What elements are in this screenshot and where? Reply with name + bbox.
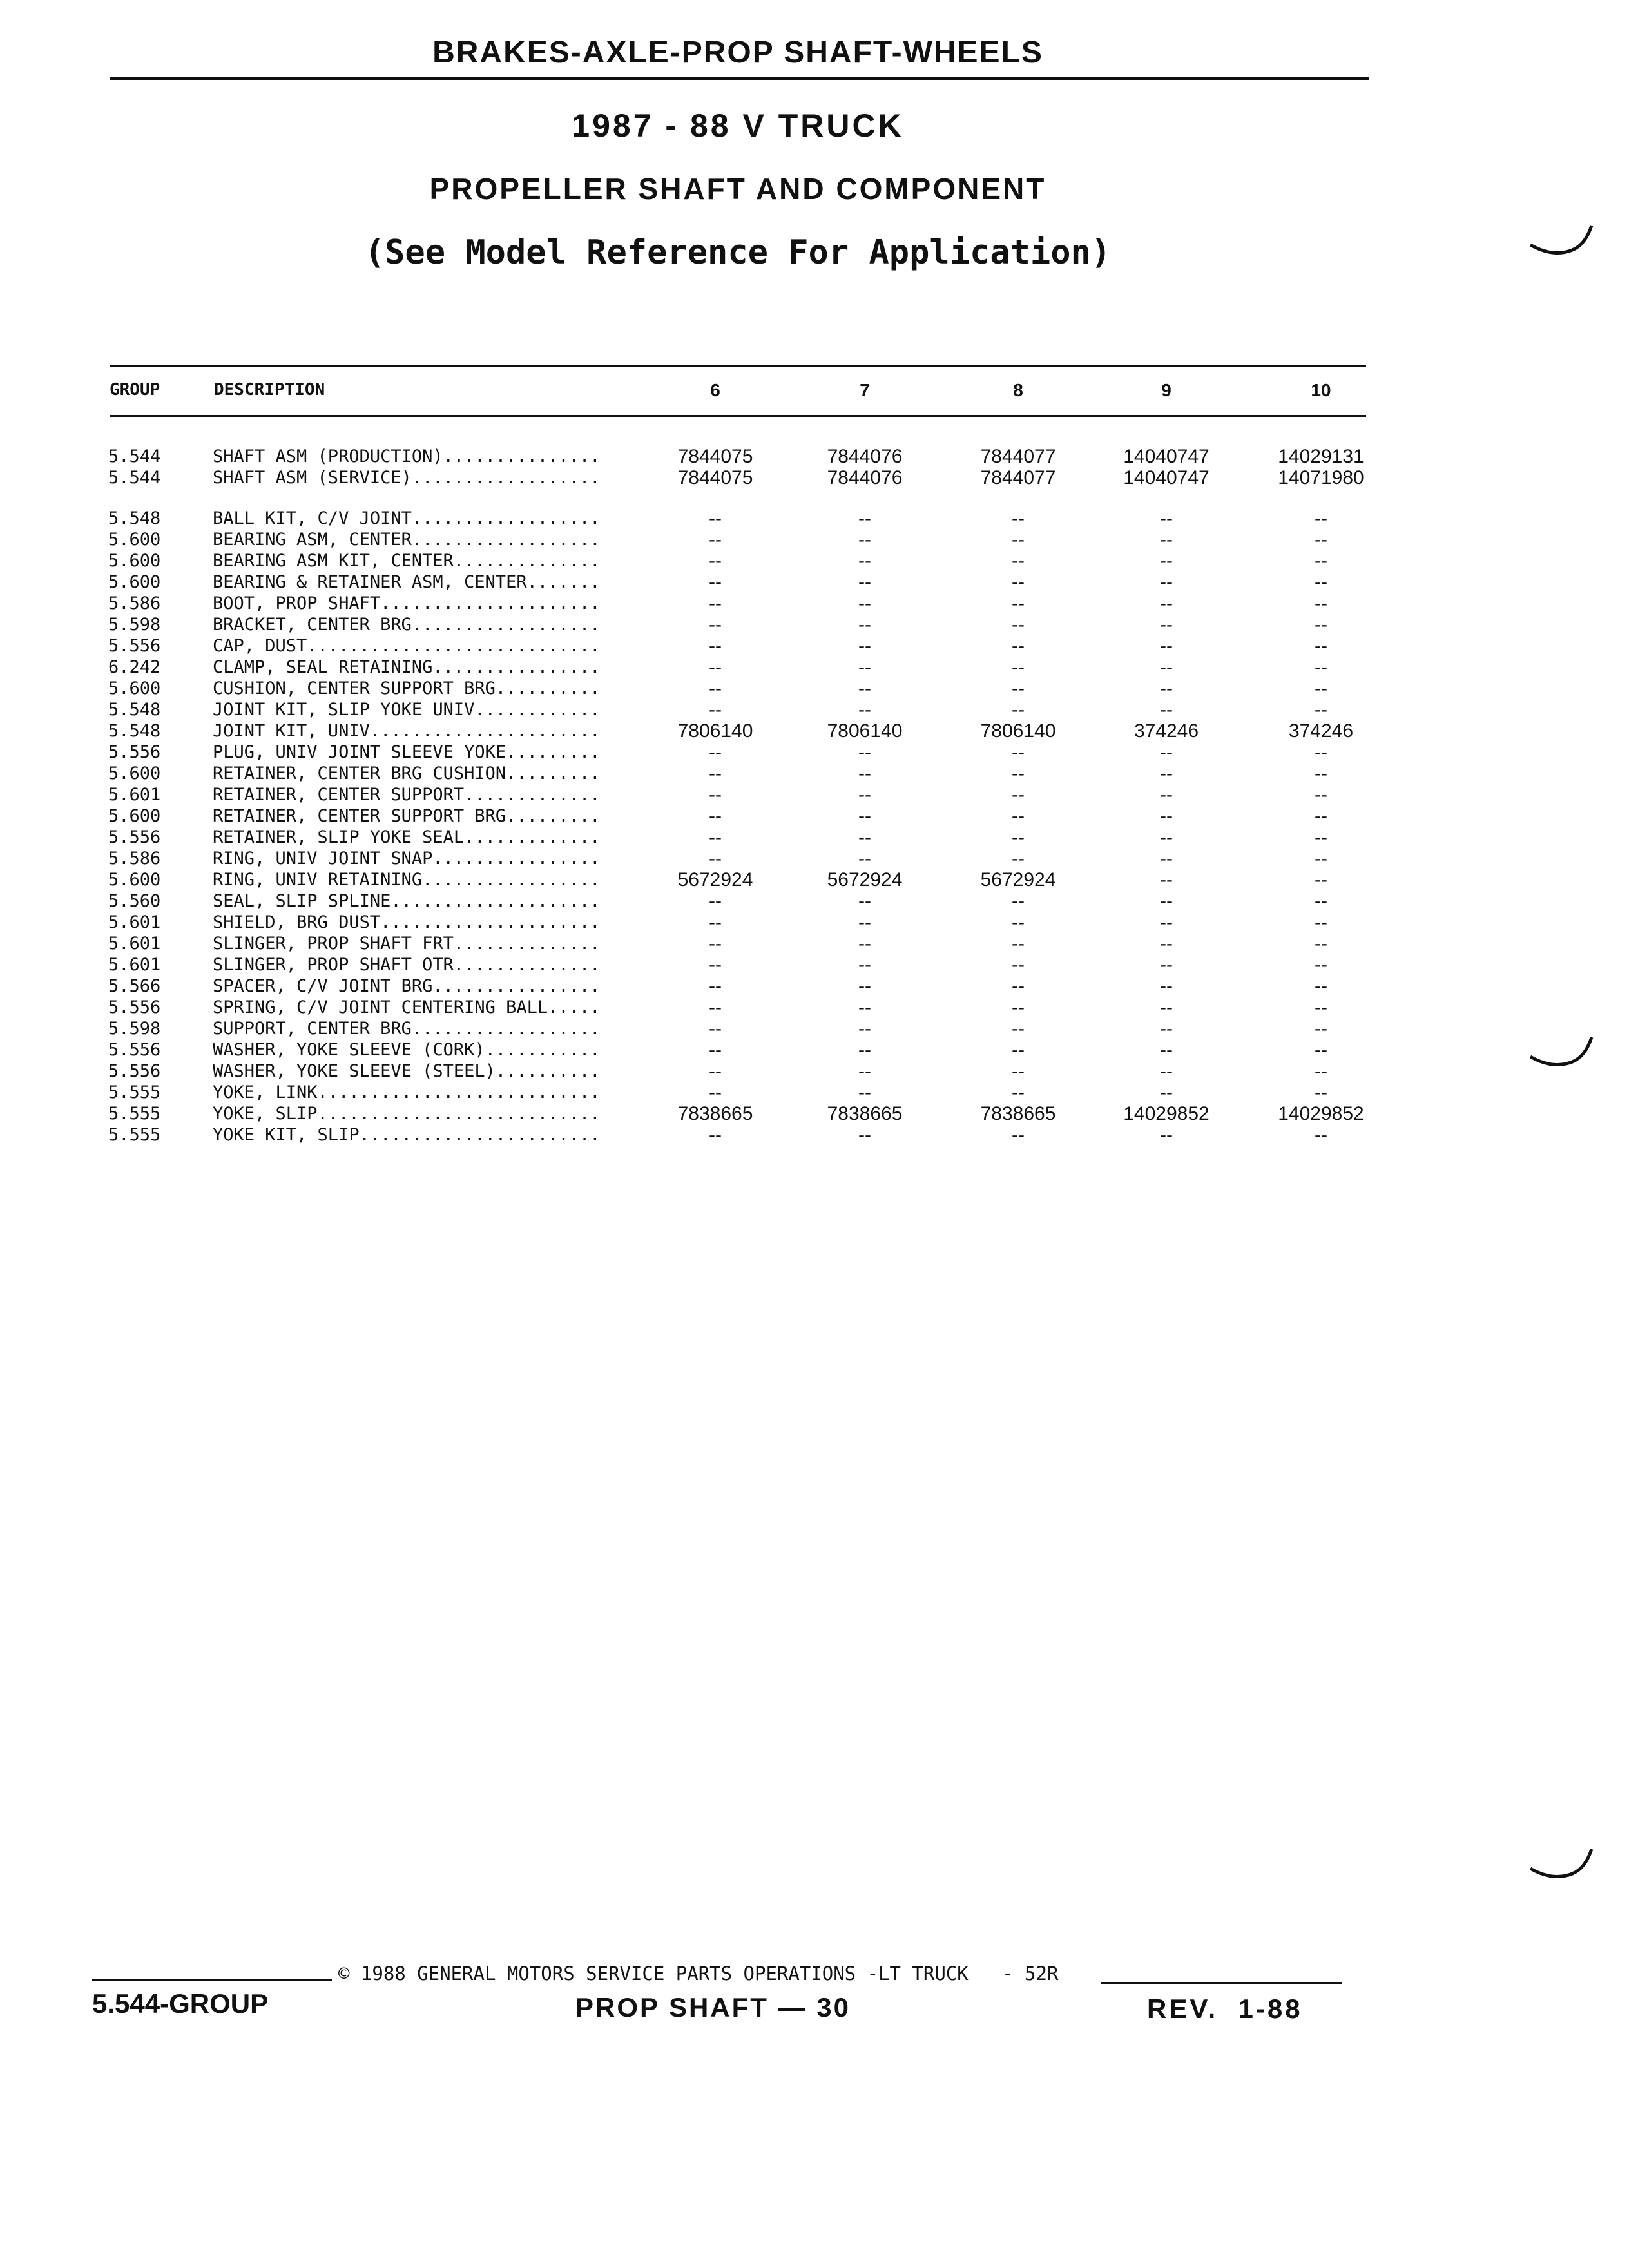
part-number-cell-model-10: -- (1315, 614, 1327, 635)
part-number-cell-model-9: -- (1160, 1018, 1173, 1039)
description-cell: JOINT KIT, UNIV...................... (213, 721, 601, 741)
part-number-cell-model-7: -- (858, 912, 871, 933)
part-number-cell-model-10: -- (1315, 997, 1327, 1018)
table-row (0, 784, 1629, 805)
part-number-cell-model-6: -- (709, 997, 722, 1018)
part-number-cell-model-6: 7806140 (677, 720, 753, 742)
table-row (0, 720, 1629, 742)
part-number-cell-model-8: -- (1012, 593, 1025, 614)
part-number-cell-model-10: -- (1315, 1039, 1327, 1061)
part-number-cell-model-6: -- (709, 614, 722, 635)
table-row (0, 1061, 1629, 1082)
part-number-cell-model-10: -- (1315, 1082, 1327, 1103)
table-row (0, 678, 1629, 699)
part-number-cell-model-10: -- (1315, 657, 1327, 678)
part-number-cell-model-7: -- (858, 890, 871, 912)
part-number-cell-model-10: -- (1315, 869, 1327, 890)
description-cell: JOINT KIT, SLIP YOKE UNIV............ (213, 700, 601, 720)
part-number-cell-model-8: -- (1012, 1018, 1025, 1039)
part-number-cell-model-9: -- (1160, 678, 1173, 699)
description-cell: SLINGER, PROP SHAFT OTR.............. (213, 955, 601, 975)
part-number-cell-model-8: 7844077 (980, 446, 1056, 467)
part-number-cell-model-10: -- (1315, 572, 1327, 593)
part-number-cell-model-10: -- (1315, 550, 1327, 572)
part-number-cell-model-7: -- (858, 763, 871, 784)
part-number-cell-model-7: 7844076 (827, 467, 903, 488)
part-number-cell-model-9: -- (1160, 614, 1173, 635)
description-cell: SEAL, SLIP SPLINE.................... (213, 891, 601, 911)
table-row (0, 699, 1629, 720)
part-number-cell-model-10: 14029131 (1278, 446, 1364, 467)
table-row (0, 975, 1629, 997)
part-number-cell-model-10: 14071980 (1278, 467, 1364, 488)
part-number-cell-model-9: -- (1160, 1061, 1173, 1082)
part-number-cell-model-7: -- (858, 572, 871, 593)
part-number-cell-model-7: -- (858, 975, 871, 997)
part-number-cell-model-7: -- (858, 678, 871, 699)
footer-page-label: PROP SHAFT — 30 (575, 1992, 851, 2023)
description-cell: SPACER, C/V JOINT BRG................ (213, 976, 601, 996)
part-number-cell-model-10: -- (1315, 890, 1327, 912)
part-number-cell-model-7: -- (858, 1082, 871, 1103)
table-row (0, 1082, 1629, 1103)
part-number-cell-model-8: -- (1012, 550, 1025, 572)
table-row (0, 635, 1629, 657)
part-number-cell-model-8: -- (1012, 997, 1025, 1018)
description-cell: WASHER, YOKE SLEEVE (STEEL).......... (213, 1061, 601, 1081)
part-number-cell-model-7: -- (858, 529, 871, 550)
part-number-cell-model-9: -- (1160, 848, 1173, 869)
table-row (0, 912, 1629, 933)
group-cell: 5.544 (108, 468, 161, 488)
column-header-model-10: 10 (1311, 380, 1331, 400)
description-cell: SUPPORT, CENTER BRG.................. (213, 1019, 601, 1039)
part-number-cell-model-7: 7838665 (827, 1103, 903, 1124)
part-number-cell-model-8: -- (1012, 614, 1025, 635)
group-cell: 5.556 (108, 636, 161, 656)
part-number-cell-model-7: -- (858, 508, 871, 529)
part-number-cell-model-9: -- (1160, 1082, 1173, 1103)
application-note: (See Model Reference For Application) (364, 233, 1112, 272)
description-cell: RETAINER, CENTER SUPPORT............. (213, 785, 601, 805)
part-number-cell-model-7: -- (858, 550, 871, 572)
binder-mark-icon (1527, 219, 1598, 264)
part-number-cell-model-8: -- (1012, 529, 1025, 550)
part-number-cell-model-7: -- (858, 1061, 871, 1082)
part-number-cell-model-7: -- (858, 997, 871, 1018)
part-number-cell-model-6: -- (709, 742, 722, 763)
part-number-cell-model-10: -- (1315, 1124, 1327, 1146)
description-cell: BEARING ASM KIT, CENTER.............. (213, 551, 601, 571)
part-number-cell-model-7: -- (858, 784, 871, 805)
part-number-cell-model-7: -- (858, 805, 871, 827)
part-number-cell-model-7: -- (858, 1039, 871, 1061)
table-row (0, 763, 1629, 784)
part-number-cell-model-6: -- (709, 805, 722, 827)
part-number-cell-model-9: 14040747 (1123, 467, 1210, 488)
part-number-cell-model-6: -- (709, 678, 722, 699)
group-cell: 5.556 (108, 1061, 161, 1081)
header-rule (110, 77, 1369, 80)
description-cell: WASHER, YOKE SLEEVE (CORK)........... (213, 1040, 601, 1060)
part-number-cell-model-6: -- (709, 848, 722, 869)
part-number-cell-model-9: -- (1160, 635, 1173, 657)
part-number-cell-model-7: -- (858, 933, 871, 954)
table-row (0, 446, 1629, 467)
part-number-cell-model-9: 14029852 (1123, 1103, 1210, 1124)
group-cell: 5.600 (108, 870, 161, 890)
part-number-cell-model-8: -- (1012, 912, 1025, 933)
part-number-cell-model-8: -- (1012, 805, 1025, 827)
part-number-cell-model-10: -- (1315, 1018, 1327, 1039)
group-cell: 5.586 (108, 593, 161, 613)
part-number-cell-model-9: -- (1160, 1124, 1173, 1146)
part-number-cell-model-9: -- (1160, 890, 1173, 912)
part-number-cell-model-8: -- (1012, 890, 1025, 912)
footer-rule-right (1101, 1982, 1342, 1984)
part-number-cell-model-8: -- (1012, 784, 1025, 805)
part-number-cell-model-9: -- (1160, 742, 1173, 763)
part-number-cell-model-6: -- (709, 784, 722, 805)
part-number-cell-model-6: -- (709, 508, 722, 529)
group-cell: 5.600 (108, 806, 161, 826)
part-number-cell-model-8: -- (1012, 1124, 1025, 1146)
part-number-cell-model-8: -- (1012, 572, 1025, 593)
part-number-cell-model-8: -- (1012, 699, 1025, 720)
group-cell: 5.556 (108, 827, 161, 847)
part-number-cell-model-7: -- (858, 635, 871, 657)
table-row (0, 848, 1629, 869)
part-number-cell-model-10: -- (1315, 933, 1327, 954)
part-number-cell-model-9: -- (1160, 975, 1173, 997)
column-header-description: DESCRIPTION (214, 380, 325, 399)
part-number-cell-model-7: -- (858, 614, 871, 635)
part-number-cell-model-6: -- (709, 1039, 722, 1061)
description-cell: RETAINER, CENTER SUPPORT BRG......... (213, 806, 601, 826)
description-cell: SHAFT ASM (SERVICE).................. (213, 468, 601, 488)
part-number-cell-model-6: -- (709, 1124, 722, 1146)
part-number-cell-model-10: -- (1315, 593, 1327, 614)
description-cell: SLINGER, PROP SHAFT FRT.............. (213, 934, 601, 954)
description-cell: BEARING & RETAINER ASM, CENTER....... (213, 572, 601, 592)
description-cell: CAP, DUST............................ (213, 636, 601, 656)
part-number-cell-model-7: -- (858, 848, 871, 869)
table-row (0, 657, 1629, 678)
part-number-cell-model-6: -- (709, 699, 722, 720)
part-number-cell-model-6: -- (709, 763, 722, 784)
description-cell: PLUG, UNIV JOINT SLEEVE YOKE......... (213, 742, 601, 762)
sub-title: PROPELLER SHAFT AND COMPONENT (429, 172, 1046, 206)
part-number-cell-model-6: 7844075 (677, 446, 753, 467)
part-number-cell-model-9: -- (1160, 954, 1173, 975)
part-number-cell-model-9: -- (1160, 784, 1173, 805)
part-number-cell-model-10: -- (1315, 975, 1327, 997)
part-number-cell-model-8: -- (1012, 742, 1025, 763)
part-number-cell-model-9: -- (1160, 550, 1173, 572)
part-number-cell-model-6: 7838665 (677, 1103, 753, 1124)
part-number-cell-model-9: -- (1160, 593, 1173, 614)
part-number-cell-model-10: -- (1315, 1061, 1327, 1082)
part-number-cell-model-10: -- (1315, 678, 1327, 699)
column-header-model-7: 7 (860, 380, 870, 400)
part-number-cell-model-9: -- (1160, 572, 1173, 593)
table-row (0, 890, 1629, 912)
part-number-cell-model-10: -- (1315, 848, 1327, 869)
part-number-cell-model-8: -- (1012, 763, 1025, 784)
part-number-cell-model-9: -- (1160, 699, 1173, 720)
part-number-cell-model-9: -- (1160, 1039, 1173, 1061)
group-cell: 5.601 (108, 955, 161, 975)
footer-group-label: 5.544-GROUP (92, 1988, 269, 2019)
part-number-cell-model-8: -- (1012, 635, 1025, 657)
description-cell: CUSHION, CENTER SUPPORT BRG.......... (213, 678, 601, 698)
group-cell: 5.560 (108, 891, 161, 911)
part-number-cell-model-6: -- (709, 1018, 722, 1039)
group-cell: 5.544 (108, 447, 161, 466)
part-number-cell-model-6: -- (709, 593, 722, 614)
part-number-cell-model-6: -- (709, 933, 722, 954)
part-number-cell-model-10: -- (1315, 699, 1327, 720)
part-number-cell-model-8: -- (1012, 657, 1025, 678)
part-number-cell-model-8: 7838665 (980, 1103, 1056, 1124)
footer-revision: REV. 1-88 (1147, 1994, 1303, 2024)
table-row (0, 1039, 1629, 1061)
part-number-cell-model-7: 5672924 (827, 869, 903, 890)
column-header-model-6: 6 (710, 380, 720, 400)
table-row (0, 742, 1629, 763)
table-row (0, 529, 1629, 550)
part-number-cell-model-6: -- (709, 954, 722, 975)
part-number-cell-model-10: -- (1315, 635, 1327, 657)
footer-rule-left (92, 1979, 332, 1981)
part-number-cell-model-7: -- (858, 827, 871, 848)
part-number-cell-model-10: -- (1315, 529, 1327, 550)
table-row (0, 827, 1629, 848)
part-number-cell-model-10: -- (1315, 954, 1327, 975)
part-number-cell-model-8: -- (1012, 508, 1025, 529)
part-number-cell-model-10: 14029852 (1278, 1103, 1364, 1124)
part-number-cell-model-6: -- (709, 635, 722, 657)
group-cell: 5.548 (108, 700, 161, 720)
table-row (0, 572, 1629, 593)
part-number-cell-model-10: -- (1315, 912, 1327, 933)
part-number-cell-model-8: -- (1012, 848, 1025, 869)
description-cell: BEARING ASM, CENTER.................. (213, 530, 601, 550)
column-header-group: GROUP (110, 380, 160, 399)
description-cell: RETAINER, SLIP YOKE SEAL............. (213, 827, 601, 847)
part-number-cell-model-6: -- (709, 572, 722, 593)
part-number-cell-model-8: 7844077 (980, 467, 1056, 488)
part-number-cell-model-10: 374246 (1288, 720, 1354, 742)
column-header-model-9: 9 (1161, 380, 1171, 400)
part-number-cell-model-10: -- (1315, 805, 1327, 827)
part-number-cell-model-10: -- (1315, 763, 1327, 784)
description-cell: YOKE KIT, SLIP....................... (213, 1125, 601, 1145)
part-number-cell-model-9: -- (1160, 869, 1173, 890)
group-cell: 5.598 (108, 1019, 161, 1039)
group-cell: 5.586 (108, 849, 161, 869)
part-number-cell-model-8: -- (1012, 975, 1025, 997)
description-cell: BALL KIT, C/V JOINT.................. (213, 508, 601, 528)
group-cell: 5.548 (108, 508, 161, 528)
column-header-model-8: 8 (1013, 380, 1023, 400)
binder-mark-icon (1527, 1031, 1598, 1076)
table-row (0, 550, 1629, 572)
group-cell: 5.601 (108, 934, 161, 954)
table-row (0, 467, 1629, 488)
part-number-cell-model-8: -- (1012, 954, 1025, 975)
group-cell: 5.555 (108, 1125, 161, 1145)
group-cell: 5.566 (108, 976, 161, 996)
part-number-cell-model-8: -- (1012, 933, 1025, 954)
part-number-cell-model-9: -- (1160, 508, 1173, 529)
part-number-cell-model-7: -- (858, 699, 871, 720)
table-row (0, 1103, 1629, 1124)
part-number-cell-model-6: -- (709, 890, 722, 912)
group-cell: 5.556 (108, 1040, 161, 1060)
group-cell: 6.242 (108, 657, 161, 677)
table-row (0, 508, 1629, 529)
part-number-cell-model-9: -- (1160, 933, 1173, 954)
part-number-cell-model-8: -- (1012, 1039, 1025, 1061)
group-cell: 5.600 (108, 678, 161, 698)
part-number-cell-model-7: -- (858, 657, 871, 678)
part-number-cell-model-7: -- (858, 1124, 871, 1146)
group-cell: 5.555 (108, 1082, 161, 1102)
section-title: BRAKES-AXLE-PROP SHAFT-WHEELS (432, 35, 1043, 70)
group-cell: 5.600 (108, 572, 161, 592)
table-row (0, 1124, 1629, 1146)
description-cell: RING, UNIV JOINT SNAP................ (213, 849, 601, 869)
part-number-cell-model-6: -- (709, 827, 722, 848)
description-cell: CLAMP, SEAL RETAINING................ (213, 657, 601, 677)
part-number-cell-model-7: -- (858, 954, 871, 975)
table-header-rule (110, 415, 1366, 417)
table-row (0, 805, 1629, 827)
part-number-cell-model-10: -- (1315, 827, 1327, 848)
table-row (0, 954, 1629, 975)
part-number-cell-model-10: -- (1315, 742, 1327, 763)
part-number-cell-model-10: -- (1315, 784, 1327, 805)
table-top-rule (110, 365, 1366, 367)
part-number-cell-model-6: -- (709, 1082, 722, 1103)
description-cell: SHAFT ASM (PRODUCTION)............... (213, 447, 601, 466)
table-row (0, 593, 1629, 614)
group-cell: 5.600 (108, 551, 161, 571)
table-row (0, 869, 1629, 890)
part-number-cell-model-9: -- (1160, 529, 1173, 550)
part-number-cell-model-6: -- (709, 912, 722, 933)
group-cell: 5.555 (108, 1104, 161, 1124)
part-number-cell-model-9: -- (1160, 827, 1173, 848)
part-number-cell-model-8: -- (1012, 827, 1025, 848)
part-number-cell-model-9: 374246 (1133, 720, 1199, 742)
group-cell: 5.556 (108, 997, 161, 1017)
part-number-cell-model-6: -- (709, 1061, 722, 1082)
model-title: 1987 - 88 V TRUCK (572, 108, 904, 144)
description-cell: RING, UNIV RETAINING................. (213, 870, 601, 890)
part-number-cell-model-7: -- (858, 593, 871, 614)
description-cell: RETAINER, CENTER BRG CUSHION......... (213, 764, 601, 783)
part-number-cell-model-8: -- (1012, 1061, 1025, 1082)
part-number-cell-model-7: -- (858, 742, 871, 763)
group-cell: 5.548 (108, 721, 161, 741)
part-number-cell-model-7: 7844076 (827, 446, 903, 467)
description-cell: YOKE, LINK........................... (213, 1082, 601, 1102)
group-cell: 5.600 (108, 530, 161, 550)
part-number-cell-model-6: 5672924 (677, 869, 753, 890)
part-number-cell-model-8: 5672924 (980, 869, 1056, 890)
table-row (0, 997, 1629, 1018)
part-number-cell-model-8: -- (1012, 1082, 1025, 1103)
group-cell: 5.598 (108, 615, 161, 635)
part-number-cell-model-6: 7844075 (677, 467, 753, 488)
description-cell: BRACKET, CENTER BRG.................. (213, 615, 601, 635)
table-row (0, 1018, 1629, 1039)
description-cell: YOKE, SLIP........................... (213, 1104, 601, 1124)
part-number-cell-model-6: -- (709, 529, 722, 550)
copyright-line: © 1988 GENERAL MOTORS SERVICE PARTS OPERATIONS -LT TRUCK - 52R (338, 1963, 1059, 1984)
binder-mark-icon (1527, 1843, 1598, 1888)
part-number-cell-model-8: -- (1012, 678, 1025, 699)
part-number-cell-model-6: -- (709, 975, 722, 997)
group-cell: 5.600 (108, 764, 161, 783)
part-number-cell-model-8: 7806140 (980, 720, 1056, 742)
table-row (0, 933, 1629, 954)
part-number-cell-model-9: -- (1160, 657, 1173, 678)
part-number-cell-model-9: -- (1160, 912, 1173, 933)
part-number-cell-model-10: -- (1315, 508, 1327, 529)
group-cell: 5.601 (108, 785, 161, 805)
part-number-cell-model-6: -- (709, 657, 722, 678)
part-number-cell-model-7: -- (858, 1018, 871, 1039)
table-row (0, 614, 1629, 635)
part-number-cell-model-9: -- (1160, 805, 1173, 827)
description-cell: SPRING, C/V JOINT CENTERING BALL..... (213, 997, 601, 1017)
part-number-cell-model-6: -- (709, 550, 722, 572)
part-number-cell-model-9: 14040747 (1123, 446, 1210, 467)
part-number-cell-model-7: 7806140 (827, 720, 903, 742)
description-cell: BOOT, PROP SHAFT..................... (213, 593, 601, 613)
part-number-cell-model-9: -- (1160, 997, 1173, 1018)
part-number-cell-model-9: -- (1160, 763, 1173, 784)
description-cell: SHIELD, BRG DUST..................... (213, 912, 601, 932)
group-cell: 5.601 (108, 912, 161, 932)
group-cell: 5.556 (108, 742, 161, 762)
